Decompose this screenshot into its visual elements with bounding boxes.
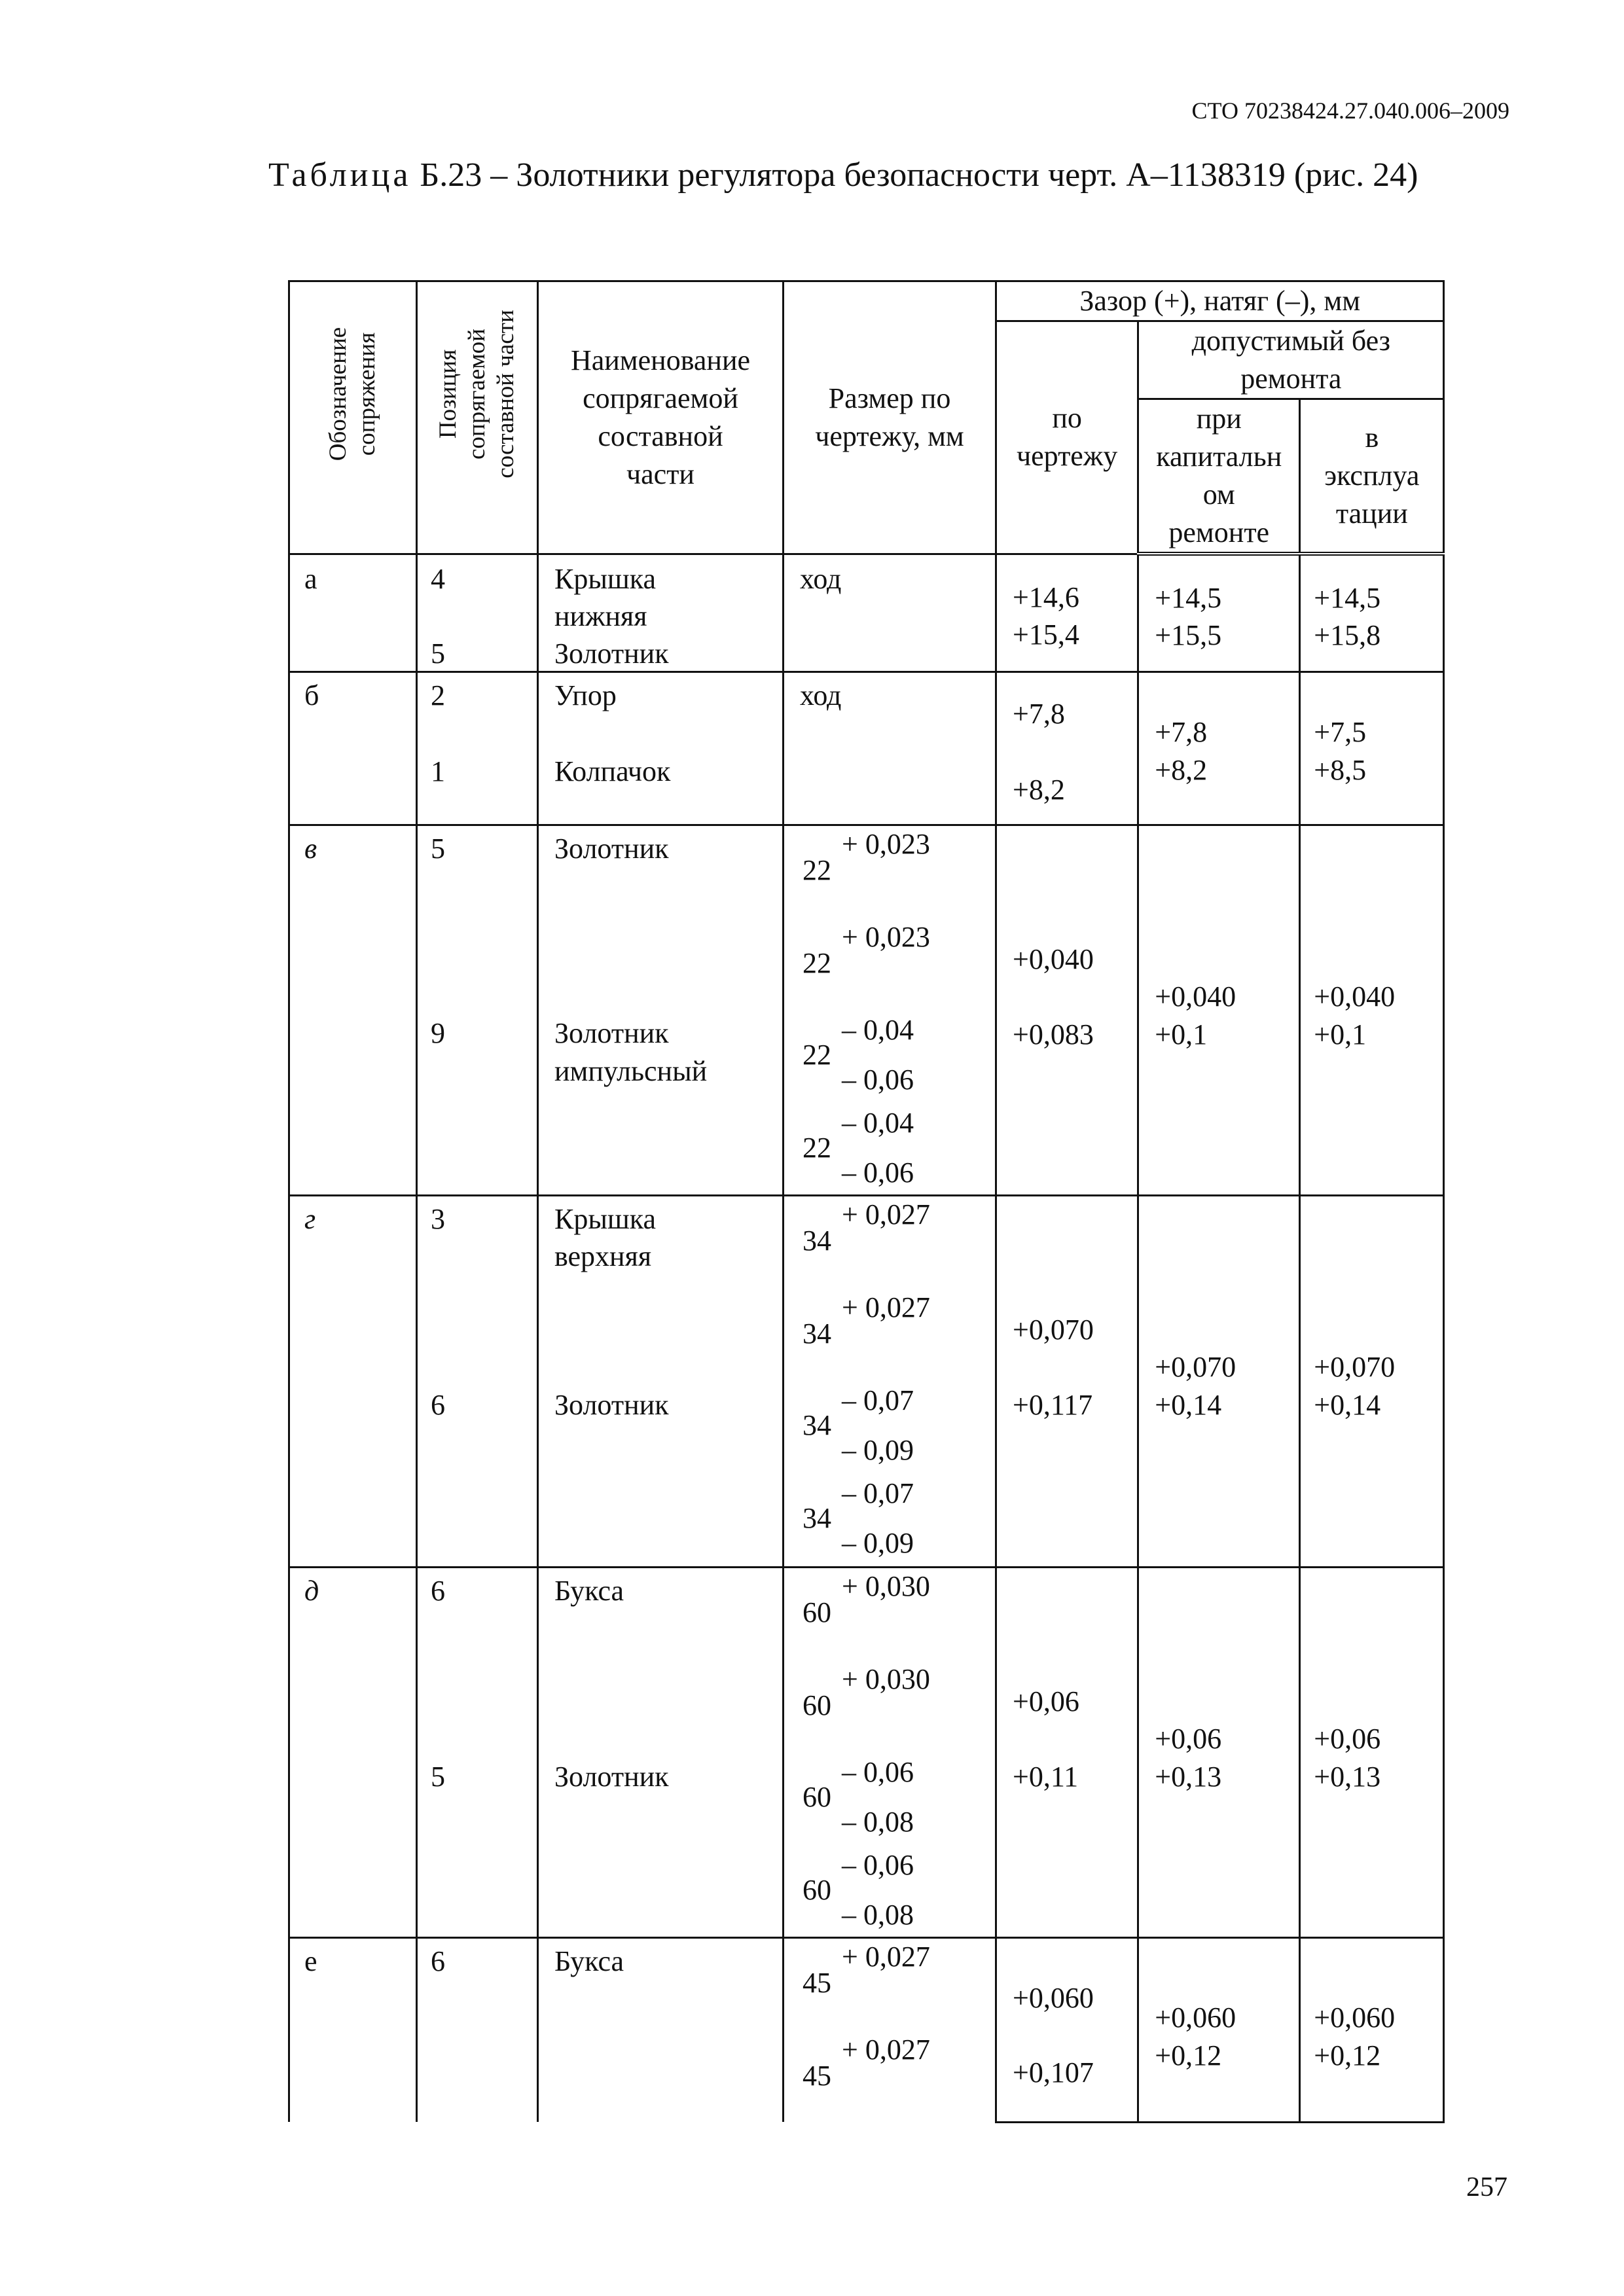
col-header-size: Размер по чертежу, мм — [784, 281, 996, 554]
size-cell: 60 + 0,030 60 + 0,030 60 – 0,06 – 0,08 60 – 0,06 – 0,08 — [784, 1567, 996, 1937]
table-row — [289, 825, 1444, 1195]
gap-table — [288, 280, 1445, 2123]
table-row — [289, 672, 1444, 825]
position-cell: 4 5 — [417, 554, 538, 672]
size-cell: 34 + 0,027 34 + 0,027 34 – 0,07 – 0,09 34 – 0,07 – 0,09 — [784, 1195, 996, 1567]
capital-cell: +0,06 +0,13 — [1138, 1567, 1300, 1937]
by-drawing-cell: +0,060 +0,107 — [996, 1937, 1138, 2122]
operation-cell: +0,06 +0,13 — [1300, 1567, 1444, 1937]
size-cell: 45 + 0,027 45 + 0,027 — [784, 1937, 996, 2122]
table-caption — [191, 154, 1494, 198]
position-cell: 5 9 — [417, 825, 538, 1195]
col-header-name: Наименование сопрягаемой составной части — [538, 281, 784, 554]
col-header-allowed: допустимый без ремонта — [1138, 321, 1444, 399]
by-drawing-cell: +0,070 +0,117 — [996, 1195, 1138, 1567]
operation-cell: +0,070 +0,14 — [1300, 1195, 1444, 1567]
table-row — [289, 1937, 1444, 2122]
capital-cell: +0,070 +0,14 — [1138, 1195, 1300, 1567]
designation-cell: е — [289, 1937, 417, 2122]
name-cell: Букса — [538, 1937, 784, 2122]
col-header-capital: при капитальн ом ремонте — [1138, 399, 1300, 554]
position-cell: 6 5 — [417, 1567, 538, 1937]
operation-cell: +0,040 +0,1 — [1300, 825, 1444, 1195]
operation-cell: +0,060 +0,12 — [1300, 1937, 1444, 2122]
designation-cell: г — [289, 1195, 417, 1567]
name-cell: Крышка верхняя Золотник — [538, 1195, 784, 1567]
table-row — [289, 554, 1444, 672]
capital-cell: +0,060 +0,12 — [1138, 1937, 1300, 2122]
position-cell: 2 1 — [417, 672, 538, 825]
operation-cell: +14,5 +15,8 — [1300, 554, 1444, 672]
page-number: 257 — [1466, 2172, 1507, 2202]
name-cell: Букса Золотник — [538, 1567, 784, 1937]
designation-cell: д — [289, 1567, 417, 1937]
col-header-operation: в эксплуа тации — [1300, 399, 1444, 554]
by-drawing-cell: +0,06 +0,11 — [996, 1567, 1138, 1937]
designation-cell: в — [289, 825, 417, 1195]
size-cell: ход — [784, 554, 996, 672]
name-cell: Упор Колпачок — [538, 672, 784, 825]
capital-cell: +14,5 +15,5 — [1138, 554, 1300, 672]
designation-cell: б — [289, 672, 417, 825]
designation-cell: а — [289, 554, 417, 672]
size-cell: 22 + 0,023 22 + 0,023 22 – 0,04 – 0,06 22 – 0,04 – 0,06 — [784, 825, 996, 1195]
caption-label: Таблица — [268, 156, 412, 194]
table-row — [289, 1195, 1444, 1567]
col-header-designation: Обозначение сопряжения — [289, 281, 417, 554]
capital-cell: +7,8 +8,2 — [1138, 672, 1300, 825]
col-header-by-drawing: по чертежу — [996, 321, 1138, 554]
capital-cell: +0,040 +0,1 — [1138, 825, 1300, 1195]
col-header-gap: Зазор (+), натяг (–), мм — [996, 281, 1444, 321]
name-cell: Крышка нижняя Золотник — [538, 554, 784, 672]
name-cell: Золотник Золотник импульсный — [538, 825, 784, 1195]
document-code: СТО 70238424.27.040.006–2009 — [1191, 98, 1509, 124]
operation-cell: +7,5 +8,5 — [1300, 672, 1444, 825]
size-cell: ход — [784, 672, 996, 825]
position-cell: 3 6 — [417, 1195, 538, 1567]
by-drawing-cell: +0,040 +0,083 — [996, 825, 1138, 1195]
table-row — [289, 1567, 1444, 1937]
by-drawing-cell: +14,6 +15,4 — [996, 554, 1138, 672]
col-header-position: Позиция сопрягаемой составной части — [417, 281, 538, 554]
position-cell: 6 — [417, 1937, 538, 2122]
caption-text: Б.23 – Золотники регулятора безопасности черт. А–1138319 (рис. 24) — [411, 156, 1418, 194]
by-drawing-cell: +7,8 +8,2 — [996, 672, 1138, 825]
